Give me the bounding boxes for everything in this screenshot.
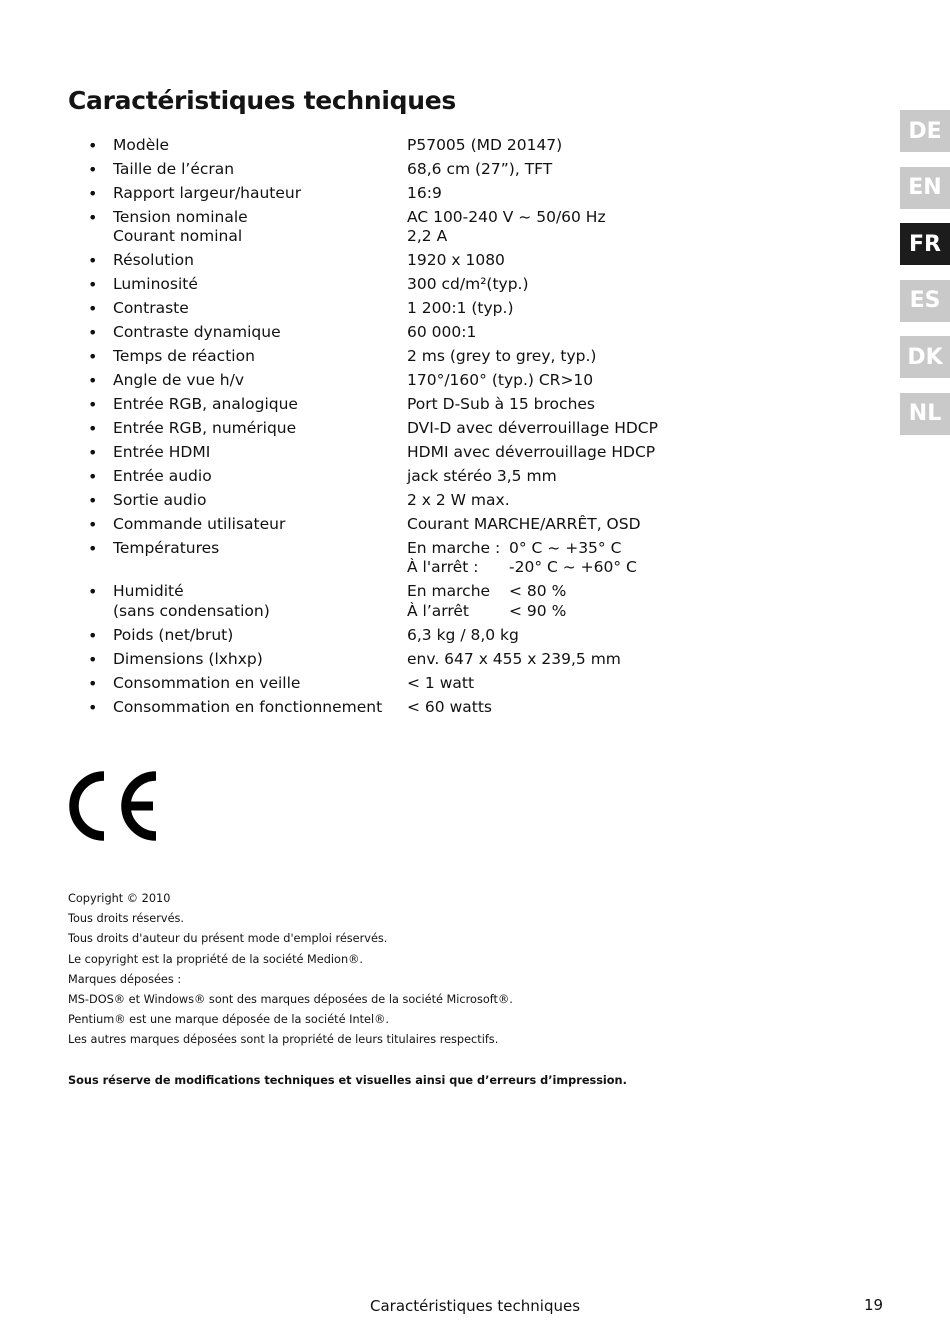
bullet: • <box>88 371 98 391</box>
spec-value <box>407 299 688 318</box>
legal-line: Copyright © 2010 <box>68 892 171 905</box>
spec-value-line: < 60 watts <box>407 697 492 716</box>
spec-value-line: Port D-Sub à 15 broches <box>407 395 595 414</box>
spec-label <box>113 136 407 155</box>
lang-tab-fr[interactable]: FR <box>900 223 950 265</box>
bullet: • <box>88 649 98 669</box>
spec-value <box>407 515 688 534</box>
spec-label <box>113 208 407 246</box>
spec-label <box>113 323 407 342</box>
spec-value <box>407 626 688 645</box>
spec-sub-value: < 90 % <box>509 601 567 620</box>
spec-label <box>113 626 407 645</box>
spec-label-line: Sortie audio <box>113 491 207 510</box>
spec-value-line: 1920 x 1080 <box>407 251 505 270</box>
spec-label-line: Entrée audio <box>113 467 212 486</box>
spec-sub-key: À l’arrêt <box>407 601 470 620</box>
spec-label-line: Consommation en veille <box>113 673 301 692</box>
spec-label-line: Températures <box>113 539 220 558</box>
spec-row <box>88 299 688 318</box>
bullet: • <box>88 299 98 319</box>
spec-row <box>88 395 688 414</box>
spec-value <box>407 208 688 246</box>
spec-value-line: 2 x 2 W max. <box>407 491 510 510</box>
spec-label <box>113 184 407 203</box>
spec-label-line: Courant nominal <box>113 227 243 246</box>
spec-sub-value: -20° C ~ +60° C <box>509 558 637 577</box>
spec-value-line: 300 cd/m²(typ.) <box>407 275 529 294</box>
spec-row <box>88 626 688 645</box>
spec-row <box>88 515 688 534</box>
spec-label <box>113 539 407 558</box>
lang-tab-de[interactable]: DE <box>900 110 950 152</box>
spec-label-line: Entrée HDMI <box>113 443 211 462</box>
spec-label-line: Commande utilisateur <box>113 515 286 534</box>
spec-label <box>113 467 407 486</box>
spec-label <box>113 347 407 366</box>
spec-row <box>88 582 688 620</box>
spec-row <box>88 347 688 366</box>
bullet: • <box>88 160 98 179</box>
spec-row <box>88 160 688 179</box>
spec-row <box>88 251 688 270</box>
spec-label-line: Rapport largeur/hauteur <box>113 184 302 202</box>
legal-line: Le copyright est la propriété de la société Medion®. <box>68 952 364 966</box>
spec-value-line: 2,2 A <box>407 227 448 246</box>
spec-value-line: HDMI avec déverrouillage HDCP <box>407 443 656 462</box>
legal-line: Les autres marques déposées sont la propriété de leurs titulaires respectifs. <box>68 1033 499 1047</box>
spec-row <box>88 443 688 462</box>
spec-label-line: (sans condensation) <box>113 601 270 620</box>
spec-row <box>88 698 688 717</box>
spec-label-line: Résolution <box>113 251 194 270</box>
bullet: • <box>88 323 98 343</box>
legal-notice <box>68 889 627 1091</box>
bullet: • <box>88 539 98 559</box>
spec-sub-value: < 80 % <box>509 582 567 601</box>
spec-label-line: Angle de vue h/v <box>113 371 245 390</box>
spec-value-line: 1 200:1 (typ.) <box>407 299 514 318</box>
spec-label-line: Taille de l’écran <box>113 160 235 178</box>
bullet: • <box>88 491 98 511</box>
bullet: • <box>88 275 98 295</box>
lang-tab-es[interactable]: ES <box>900 280 950 322</box>
spec-value <box>407 674 688 693</box>
spec-row <box>88 184 688 203</box>
legal-line: MS-DOS® et Windows® sont des marques déposées de la société Microsoft®. <box>68 993 513 1007</box>
spec-value <box>407 347 688 366</box>
spec-value <box>407 323 688 342</box>
lang-tab-dk[interactable]: DK <box>900 336 950 378</box>
spec-value <box>407 184 688 203</box>
spec-value <box>407 650 688 669</box>
spec-value <box>407 467 688 486</box>
spec-label-line: Entrée RGB, numérique <box>113 419 297 438</box>
spec-label-line: Tension nominale <box>113 208 248 226</box>
spec-value-line: 170°/160° (typ.) CR>10 <box>407 371 594 390</box>
legal-line: Tous droits d'auteur du présent mode d'emploi réservés. <box>68 932 388 946</box>
spec-label <box>113 582 407 620</box>
bullet: • <box>88 582 98 602</box>
spec-label-line: Entrée RGB, analogique <box>113 395 298 414</box>
bullet: • <box>88 443 98 463</box>
bullet: • <box>88 419 98 439</box>
spec-row <box>88 467 688 486</box>
spec-value <box>407 251 688 270</box>
spec-label-line: Dimensions (lxhxp) <box>113 649 263 668</box>
spec-label <box>113 515 407 534</box>
spec-value-line: 2 ms (grey to grey, typ.) <box>407 347 597 366</box>
footer-title: Caractéristiques techniques <box>369 1297 581 1315</box>
spec-label-line: Temps de réaction <box>113 347 255 366</box>
spec-label-line: Poids (net/brut) <box>113 625 234 644</box>
spec-value-line: DVI-D avec déverrouillage HDCP <box>407 419 658 438</box>
spec-label-line: Luminosité <box>113 275 198 294</box>
spec-label <box>113 698 407 717</box>
spec-label <box>113 650 407 669</box>
spec-label <box>113 371 407 390</box>
bullet: • <box>88 208 98 227</box>
language-tabs <box>900 110 950 449</box>
lang-tab-nl[interactable]: NL <box>900 393 950 435</box>
spec-row <box>88 208 688 246</box>
bullet: • <box>88 395 98 415</box>
spec-label-line: Humidité <box>113 582 184 601</box>
spec-label-line: Contraste <box>113 299 189 318</box>
spec-sub-key: À l'arrêt : <box>407 558 479 577</box>
spec-row <box>88 419 688 438</box>
legal-line: Marques déposées : <box>68 972 182 986</box>
spec-value <box>407 443 688 462</box>
spec-label <box>113 395 407 414</box>
spec-sub-line <box>407 582 688 601</box>
spec-value-line: < 1 watt <box>407 673 475 692</box>
spec-sub-key: En marche <box>407 582 491 601</box>
bullet: • <box>88 467 98 487</box>
spec-label <box>113 491 407 510</box>
page-title: Caractéristiques techniques <box>68 86 456 115</box>
spec-value-line: 6,3 kg / 8,0 kg <box>407 625 519 644</box>
spec-sub-value: 0° C ~ +35° C <box>509 539 622 558</box>
spec-value <box>407 491 688 510</box>
spec-label <box>113 275 407 294</box>
spec-row <box>88 650 688 669</box>
legal-line: Pentium® est une marque déposée de la société Intel®. <box>68 1013 390 1027</box>
spec-value-line: 68,6 cm (27”), TFT <box>407 160 553 178</box>
spec-row <box>88 539 688 577</box>
bullet: • <box>88 673 98 693</box>
spec-value-line: 60 000:1 <box>407 323 477 342</box>
spec-label-line: Contraste dynamique <box>113 323 281 342</box>
spec-label <box>113 674 407 693</box>
spec-row <box>88 371 688 390</box>
bullet: • <box>88 184 98 203</box>
spec-value-line: P57005 (MD 20147) <box>407 136 563 154</box>
bullet: • <box>88 697 98 717</box>
spec-value-line: env. 647 x 455 x 239,5 mm <box>407 649 621 668</box>
spec-value-line: jack stéréo 3,5 mm <box>407 467 557 486</box>
spec-row <box>88 491 688 510</box>
spec-value <box>407 539 688 577</box>
spec-sub-line <box>407 539 688 558</box>
spec-label <box>113 299 407 318</box>
spec-row <box>88 136 688 155</box>
legal-line: Tous droits réservés. <box>68 912 184 926</box>
spec-sub-line <box>407 602 688 621</box>
spec-value <box>407 371 688 390</box>
spec-row <box>88 674 688 693</box>
spec-label <box>113 160 407 179</box>
spec-label <box>113 419 407 438</box>
page-number: 19 <box>864 1296 884 1314</box>
modification-notice: Sous réserve de modifications techniques et visuelles ainsi que d’erreurs d’impression. <box>68 1073 627 1087</box>
spec-row <box>88 275 688 294</box>
spec-value <box>407 419 688 438</box>
spec-sub-line <box>407 558 688 577</box>
spec-row <box>88 323 688 342</box>
spec-value-line: AC 100-240 V ~ 50/60 Hz <box>407 208 606 226</box>
spec-sub-key: En marche : <box>407 539 501 558</box>
spec-list <box>88 136 688 722</box>
spec-label-line: Modèle <box>113 136 170 154</box>
spec-value <box>407 582 688 620</box>
spec-value <box>407 136 688 155</box>
bullet: • <box>88 347 98 367</box>
spec-value <box>407 275 688 294</box>
spec-label-line: Consommation en fonctionnement <box>113 697 383 716</box>
bullet: • <box>88 515 98 535</box>
spec-value-line: Courant MARCHE/ARRÊT, OSD <box>407 515 641 534</box>
bullet: • <box>88 625 98 645</box>
spec-value <box>407 698 688 717</box>
ce-mark-icon <box>66 770 166 846</box>
spec-value-line: 16:9 <box>407 184 442 202</box>
bullet: • <box>88 136 98 155</box>
bullet: • <box>88 251 98 271</box>
spec-value <box>407 160 688 179</box>
spec-label <box>113 251 407 270</box>
spec-value <box>407 395 688 414</box>
spec-label <box>113 443 407 462</box>
lang-tab-en[interactable]: EN <box>900 167 950 209</box>
